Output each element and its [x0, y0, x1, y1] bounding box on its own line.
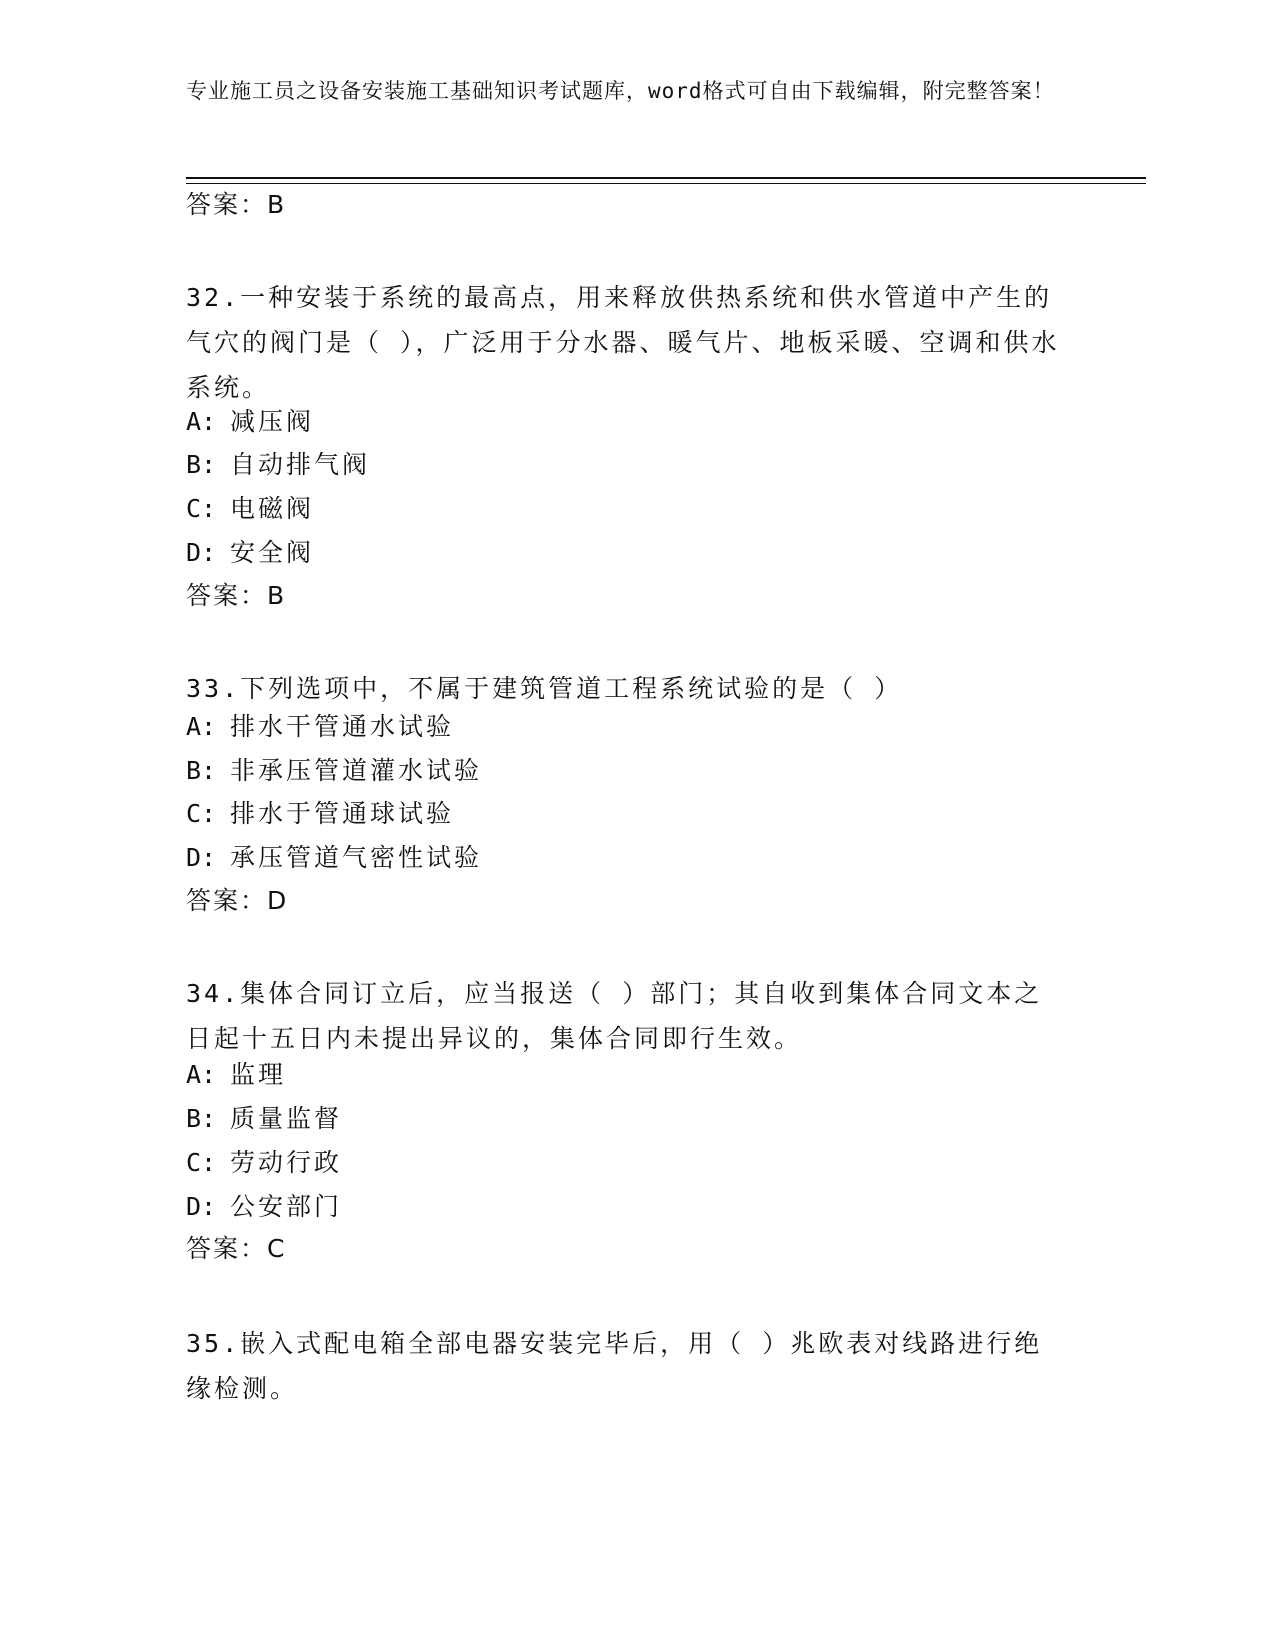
question-32-option-d — [186, 538, 314, 568]
option-text: 非承压管道灌水试验 — [230, 756, 483, 785]
question-33-stem: 33.下列选项中，不属于建筑管道工程系统试验的是（ ） — [186, 674, 903, 703]
option-letter: C: — [186, 494, 217, 523]
option-text: 质量监督 — [230, 1104, 343, 1133]
header-rule-thin — [186, 183, 1146, 184]
question-33-option-b — [186, 756, 482, 786]
header-rule-thick — [186, 177, 1146, 179]
question-33-option-d — [186, 843, 482, 873]
question-32-stem: 32.一种安装于系统的最高点，用来释放供热系统和供水管道中产生的气穴的阀门是（ ），广泛用于分水器、暖气片、地板采暖、空调和供水系统。 — [186, 283, 1060, 402]
option-letter: B: — [186, 1104, 217, 1133]
option-text: 监理 — [230, 1060, 287, 1089]
option-text: 排水于管通球试验 — [230, 799, 455, 828]
option-letter: B: — [186, 756, 217, 785]
option-letter: B: — [186, 450, 217, 479]
option-letter: C: — [186, 799, 217, 828]
question-34-option-d — [186, 1192, 342, 1222]
question-32-option-c — [186, 494, 314, 524]
question-32-answer: 答案：B — [186, 581, 287, 610]
option-letter: C: — [186, 1148, 217, 1177]
option-letter: D: — [186, 1192, 217, 1221]
option-text: 排水干管通水试验 — [230, 712, 455, 741]
option-text: 安全阀 — [230, 538, 315, 567]
option-text: 自动排气阀 — [230, 450, 371, 479]
question-34-answer: 答案：C — [186, 1234, 287, 1263]
question-34-option-c — [186, 1148, 342, 1178]
question-33-answer: 答案：D — [186, 886, 289, 915]
option-letter: A: — [186, 712, 217, 741]
question-34-stem: 34.集体合同订立后，应当报送（ ）部门；其自收到集体合同文本之日起十五日内未提出异议的，集体合同即行生效。 — [186, 979, 1043, 1053]
option-text: 公安部门 — [230, 1192, 343, 1221]
question-32-option-a — [186, 407, 314, 437]
question-32-option-b — [186, 450, 370, 480]
question-33-option-c — [186, 799, 454, 829]
option-text: 减压阀 — [230, 407, 315, 436]
option-text: 承压管道气密性试验 — [230, 843, 483, 872]
question-34-option-a — [186, 1060, 286, 1090]
answer-31: 答案：B — [186, 190, 287, 219]
page-header: 专业施工员之设备安装施工基础知识考试题库，word格式可自由下载编辑，附完整答案！ — [186, 79, 1055, 103]
option-letter: D: — [186, 843, 217, 872]
question-33-option-a — [186, 712, 454, 742]
option-letter: A: — [186, 1060, 217, 1089]
question-35-stem: 35.嵌入式配电箱全部电器安装完毕后，用（ ）兆欧表对线路进行绝缘检测。 — [186, 1329, 1043, 1403]
option-letter: A: — [186, 407, 217, 436]
option-text: 劳动行政 — [230, 1148, 343, 1177]
option-letter: D: — [186, 538, 217, 567]
question-34-option-b — [186, 1104, 342, 1134]
option-text: 电磁阀 — [230, 494, 315, 523]
